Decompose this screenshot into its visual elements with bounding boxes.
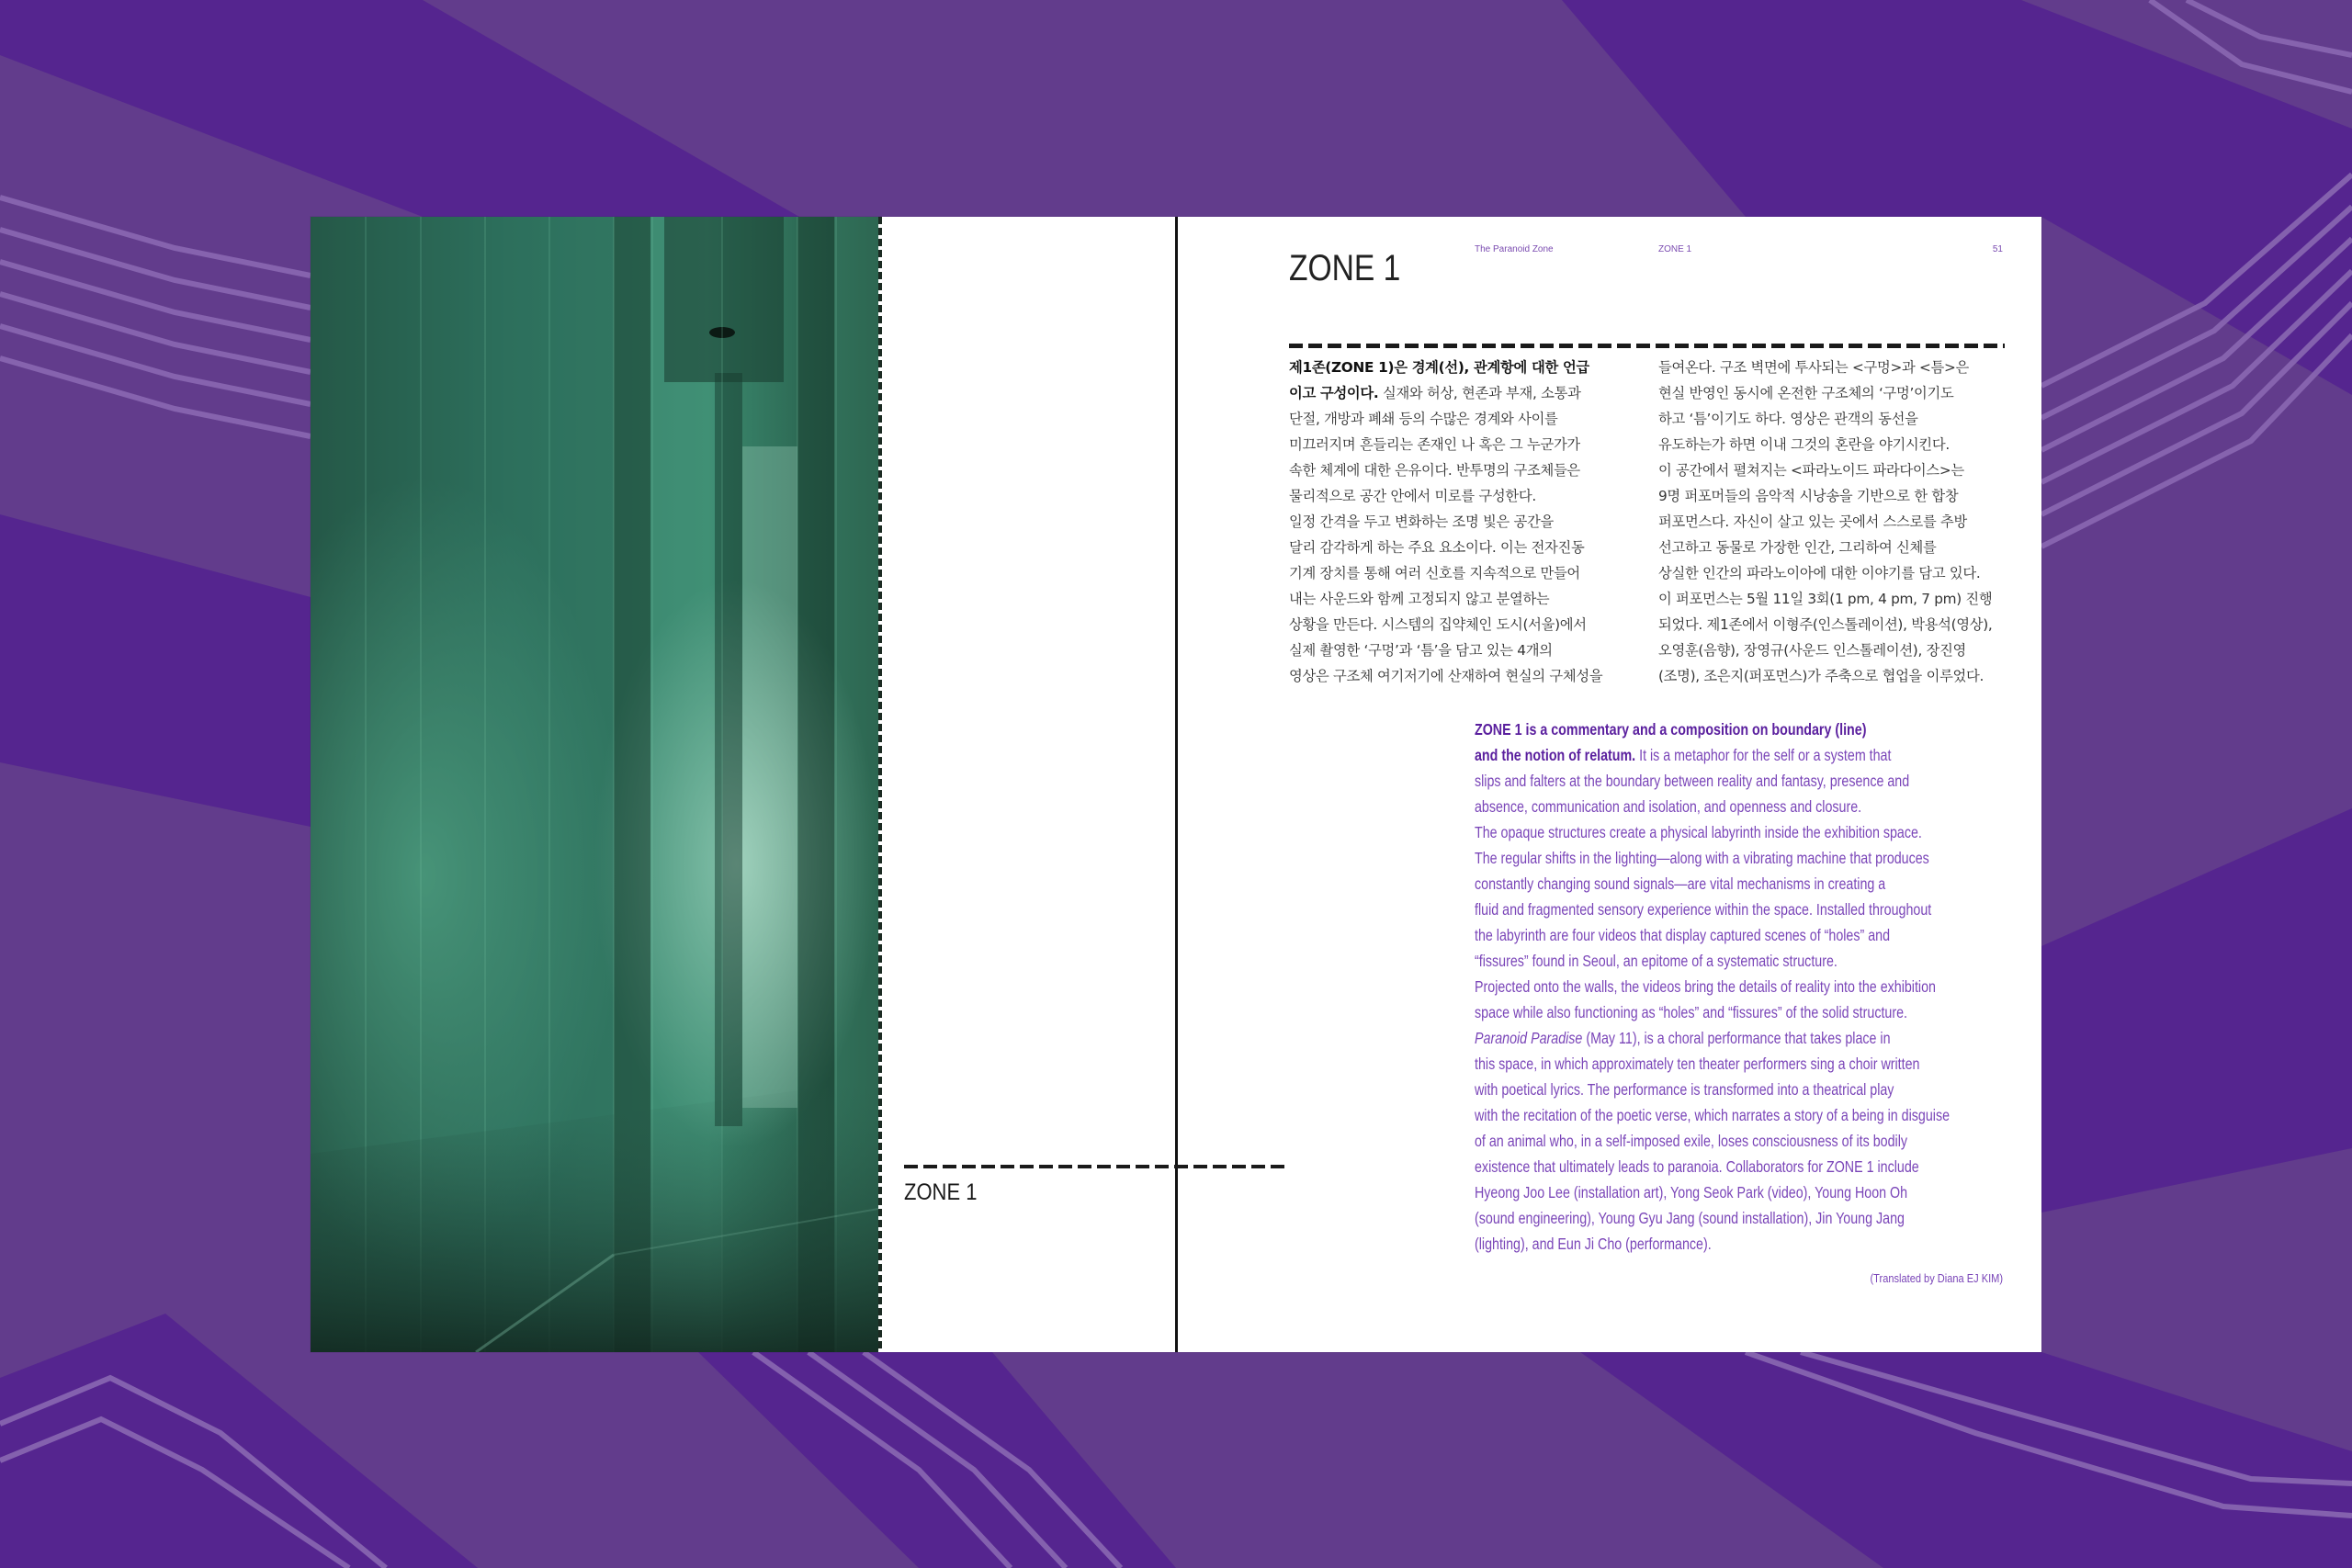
korean-line-text: 이 공간에서 펼쳐지는 <파라노이드 파라다이스>는	[1658, 462, 1964, 479]
korean-line-text: 들여온다. 구조 벽면에 투사되는 <구멍>과 <틈>은	[1658, 359, 1970, 376]
korean-line	[1658, 637, 2026, 663]
korean-line	[1658, 612, 2026, 637]
english-line-text: with the recitation of the poetic verse, which narrates a story of a being in disguise	[1475, 1106, 1951, 1124]
korean-line	[1658, 535, 2026, 560]
korean-line	[1289, 380, 1657, 406]
korean-line	[1658, 457, 2026, 483]
korean-line-text: 9명 퍼포머들의 음악적 시낭송을 기반으로 한 합창	[1658, 488, 1959, 504]
side-zone-label: ZONE 1	[904, 1179, 978, 1205]
korean-line-text: 미끄러지며 흔들리는 존재인 나 혹은 그 누군가가	[1289, 436, 1580, 453]
korean-line	[1289, 560, 1657, 586]
english-line-text: Projected onto the walls, the videos bring the details of reality into the exhibition	[1475, 977, 1936, 996]
english-line	[1475, 1051, 1932, 1077]
english-line	[1475, 794, 1932, 819]
english-line-text: this space, in which approximately ten theater performers sing a choir written	[1475, 1055, 1920, 1073]
english-line	[1475, 845, 1932, 871]
korean-line-text: 단절, 개방과 폐쇄 등의 수많은 경계와 사이를	[1289, 411, 1558, 427]
english-line-text: (May 11), is a choral performance that takes place in	[1582, 1029, 1891, 1047]
korean-line	[1289, 586, 1657, 612]
english-line	[1475, 922, 1932, 948]
english-line-text: “fissures” found in Seoul, an epitome of a systematic structure.	[1475, 952, 1838, 970]
english-line-text: space while also functioning as “holes” and “fissures” of the solid structure.	[1475, 1003, 1907, 1021]
english-line-text: the labyrinth are four videos that display captured scenes of “holes” and	[1475, 926, 1891, 944]
english-line-text: The regular shifts in the lighting—along with a vibrating machine that produces	[1475, 849, 1929, 867]
english-line	[1475, 1179, 1932, 1205]
english-line	[1475, 948, 1932, 974]
korean-line	[1289, 457, 1657, 483]
korean-line-text: 이 퍼포먼스는 5월 11일 3회(1 pm, 4 pm, 7 pm) 진행	[1658, 591, 1993, 607]
korean-line-text: 물리적으로 공간 안에서 미로를 구성한다.	[1289, 488, 1536, 504]
korean-line	[1658, 483, 2026, 509]
korean-line-text: 퍼포먼스다. 자신이 살고 있는 곳에서 스스로를 추방	[1658, 513, 1967, 530]
korean-line	[1658, 509, 2026, 535]
english-line	[1475, 897, 1932, 922]
korean-line	[1658, 355, 2026, 380]
english-line-text: fluid and fragmented sensory experience within the space. Installed throughout	[1475, 900, 1932, 919]
english-line	[1475, 742, 1932, 768]
korean-line-text: 속한 체계에 대한 은유이다. 반투명의 구조체들은	[1289, 462, 1580, 479]
korean-line-text: 실재와 허상, 현존과 부재, 소통과	[1378, 385, 1581, 401]
korean-line-bold: 제1존(ZONE 1)은 경계(선), 관계항에 대한 언급	[1289, 359, 1589, 376]
english-line-text: (sound engineering), Young Gyu Jang (sound installation), Jin Young Jang	[1475, 1209, 1905, 1227]
english-text-block	[1475, 716, 2026, 1257]
spine-line	[1175, 217, 1178, 1352]
english-line-text: It is a metaphor for the self or a system that	[1635, 746, 1892, 764]
english-line-text: (lighting), and Eun Ji Cho (performance).	[1475, 1235, 1712, 1253]
korean-line-text: 영상은 구조체 여기저기에 산재하여 현실의 구체성을	[1289, 668, 1603, 684]
korean-line	[1289, 663, 1657, 689]
photo-perforated-edge	[878, 217, 882, 1352]
korean-line-text: 일정 간격을 두고 변화하는 조명 빛은 공간을	[1289, 513, 1554, 530]
english-line	[1475, 768, 1932, 794]
korean-line	[1289, 483, 1657, 509]
english-line	[1475, 1231, 1932, 1257]
korean-line	[1658, 560, 2026, 586]
korean-line-text: (조명), 조은지(퍼포먼스)가 주축으로 협업을 이루었다.	[1658, 668, 1984, 684]
translation-credit: (Translated by Diana EJ KIM)	[1870, 1271, 2003, 1285]
english-line	[1475, 716, 1932, 742]
english-line	[1475, 1077, 1932, 1102]
page-title: ZONE 1	[1289, 248, 1401, 288]
running-header-section: ZONE 1	[1658, 244, 1692, 254]
title-dashed-rule	[1289, 344, 2005, 348]
running-header-title: The Paranoid Zone	[1475, 244, 1554, 254]
korean-line-text: 하고 ‘틈’이기도 하다. 영상은 관객의 동선을	[1658, 411, 1918, 427]
korean-line-text: 오영훈(음향), 장영규(사운드 인스톨레이션), 장진영	[1658, 642, 1967, 659]
korean-line	[1289, 406, 1657, 432]
english-line	[1475, 974, 1936, 999]
korean-line	[1289, 535, 1657, 560]
book-spread	[311, 217, 2041, 1352]
korean-line-text: 상황을 만든다. 시스템의 집약체인 도시(서울)에서	[1289, 616, 1587, 633]
english-line-italic: Paranoid Paradise	[1475, 1029, 1583, 1047]
english-line-text: existence that ultimately leads to paranoia. Collaborators for ZONE 1 include	[1475, 1157, 1919, 1176]
side-dashed-rule	[904, 1165, 1290, 1168]
english-line	[1475, 999, 1932, 1025]
korean-line-text: 상실한 인간의 파라노이아에 대한 이야기를 담고 있다.	[1658, 565, 1981, 581]
page-number: 51	[1992, 244, 2003, 254]
english-line-bold: and the notion of relatum.	[1475, 746, 1636, 764]
english-line-text: constantly changing sound signals—are vital mechanisms in creating a	[1475, 874, 1886, 893]
english-line-text: slips and falters at the boundary between reality and fantasy, presence and	[1475, 772, 1910, 790]
korean-line-text: 내는 사운드와 함께 고정되지 않고 분열하는	[1289, 591, 1550, 607]
english-line-bold: ZONE 1 is a commentary and a composition on boundary (line)	[1475, 720, 1867, 739]
english-line-text: with poetical lyrics. The performance is transformed into a theatrical play	[1475, 1080, 1894, 1099]
korean-line-text: 실제 촬영한 ‘구멍’과 ‘틈’을 담고 있는 4개의	[1289, 642, 1553, 659]
korean-line-text: 달리 감각하게 하는 주요 요소이다. 이는 전자진동	[1289, 539, 1585, 556]
korean-line-bold: 이고 구성이다.	[1289, 385, 1379, 401]
english-line-text: absence, communication and isolation, and openness and closure.	[1475, 797, 1862, 816]
korean-line	[1658, 663, 2026, 689]
english-line	[1475, 1102, 1951, 1128]
korean-line-text: 되었다. 제1존에서 이형주(인스톨레이션), 박용석(영상),	[1658, 616, 1993, 633]
english-line-text: of an animal who, in a self-imposed exile, loses consciousness of its bodily	[1475, 1132, 1908, 1150]
korean-line-text: 현실 반영인 동시에 온전한 구조체의 ‘구멍’이기도	[1658, 385, 1954, 401]
installation-photo	[311, 217, 878, 1352]
korean-line	[1658, 380, 2026, 406]
english-line	[1475, 1154, 1932, 1179]
korean-line-text: 유도하는가 하면 이내 그것의 혼란을 야기시킨다.	[1658, 436, 1950, 453]
korean-line	[1658, 586, 2026, 612]
korean-line	[1289, 612, 1657, 637]
english-line-text: The opaque structures create a physical labyrinth inside the exhibition space.	[1475, 823, 1922, 841]
english-line	[1475, 1128, 1932, 1154]
korean-text-column-left	[1289, 355, 1657, 689]
korean-line	[1289, 637, 1657, 663]
english-line	[1475, 1205, 1932, 1231]
english-line	[1475, 819, 1932, 845]
korean-line	[1658, 432, 2026, 457]
korean-text-column-right	[1658, 355, 2026, 689]
korean-line	[1658, 406, 2026, 432]
english-line	[1475, 1025, 1932, 1051]
korean-line	[1289, 432, 1657, 457]
korean-line-text: 선고하고 동물로 가장한 인간, 그리하여 신체를	[1658, 539, 1937, 556]
korean-line	[1289, 355, 1657, 380]
english-line-text: Hyeong Joo Lee (installation art), Yong Seok Park (video), Young Hoon Oh	[1475, 1183, 1908, 1201]
korean-line-text: 기계 장치를 통해 여러 신호를 지속적으로 만들어	[1289, 565, 1580, 581]
english-line	[1475, 871, 1932, 897]
korean-line	[1289, 509, 1657, 535]
